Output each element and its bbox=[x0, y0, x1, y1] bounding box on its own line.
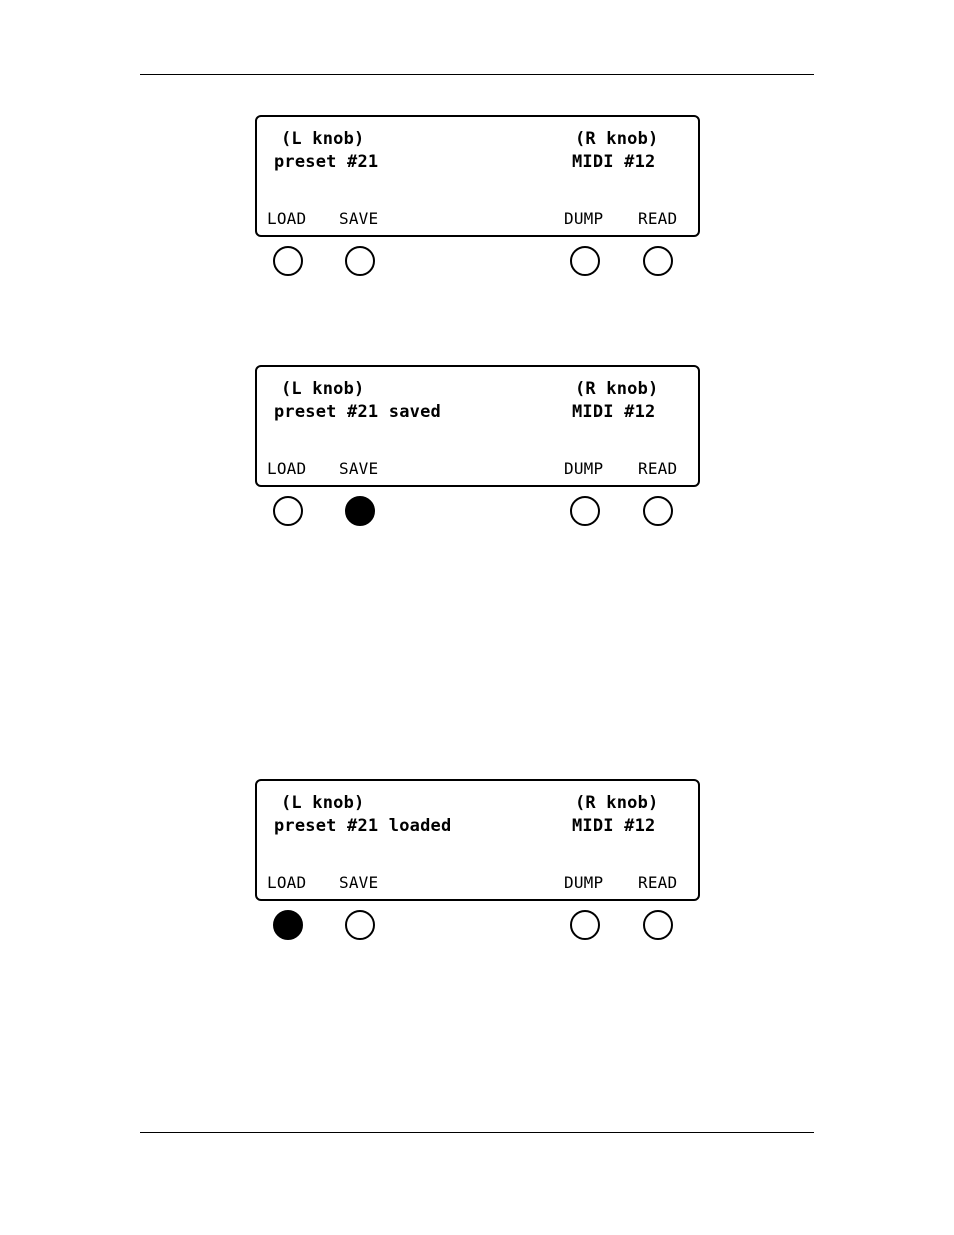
softkey-label-read: READ bbox=[638, 459, 678, 478]
softkey-label-dump: DUMP bbox=[564, 459, 604, 478]
dump-button[interactable] bbox=[570, 246, 600, 276]
left-knob-label: (L knob) bbox=[281, 379, 365, 399]
save-button[interactable] bbox=[345, 246, 375, 276]
dump-button[interactable] bbox=[570, 496, 600, 526]
softkey-label-load: LOAD bbox=[267, 459, 307, 478]
lcd-panel-2 bbox=[255, 365, 698, 485]
save-button[interactable] bbox=[345, 910, 375, 940]
softkey-label-save: SAVE bbox=[339, 209, 379, 228]
left-knob-value: preset #21 saved bbox=[274, 402, 441, 422]
left-knob-value: preset #21 bbox=[274, 152, 379, 172]
left-knob-label: (L knob) bbox=[281, 793, 365, 813]
right-knob-value: MIDI #12 bbox=[572, 152, 656, 172]
softkey-label-load: LOAD bbox=[267, 209, 307, 228]
read-button[interactable] bbox=[643, 496, 673, 526]
read-button[interactable] bbox=[643, 910, 673, 940]
read-button[interactable] bbox=[643, 246, 673, 276]
lcd-panel-1 bbox=[255, 115, 698, 235]
softkey-label-read: READ bbox=[638, 209, 678, 228]
softkey-label-read: READ bbox=[638, 873, 678, 892]
header-rule bbox=[140, 74, 814, 75]
right-knob-value: MIDI #12 bbox=[572, 402, 656, 422]
right-knob-value: MIDI #12 bbox=[572, 816, 656, 836]
load-button[interactable] bbox=[273, 496, 303, 526]
right-knob-label: (R knob) bbox=[575, 129, 659, 149]
footer-rule bbox=[140, 1132, 814, 1133]
lcd-panel-3 bbox=[255, 779, 698, 899]
softkey-label-dump: DUMP bbox=[564, 873, 604, 892]
lcd-screen bbox=[255, 115, 700, 237]
left-knob-value: preset #21 loaded bbox=[274, 816, 452, 836]
softkey-label-save: SAVE bbox=[339, 459, 379, 478]
softkey-label-load: LOAD bbox=[267, 873, 307, 892]
left-knob-label: (L knob) bbox=[281, 129, 365, 149]
softkey-label-save: SAVE bbox=[339, 873, 379, 892]
load-button[interactable] bbox=[273, 246, 303, 276]
load-button[interactable] bbox=[273, 910, 303, 940]
dump-button[interactable] bbox=[570, 910, 600, 940]
lcd-screen bbox=[255, 779, 700, 901]
save-button[interactable] bbox=[345, 496, 375, 526]
right-knob-label: (R knob) bbox=[575, 379, 659, 399]
right-knob-label: (R knob) bbox=[575, 793, 659, 813]
lcd-screen bbox=[255, 365, 700, 487]
softkey-label-dump: DUMP bbox=[564, 209, 604, 228]
